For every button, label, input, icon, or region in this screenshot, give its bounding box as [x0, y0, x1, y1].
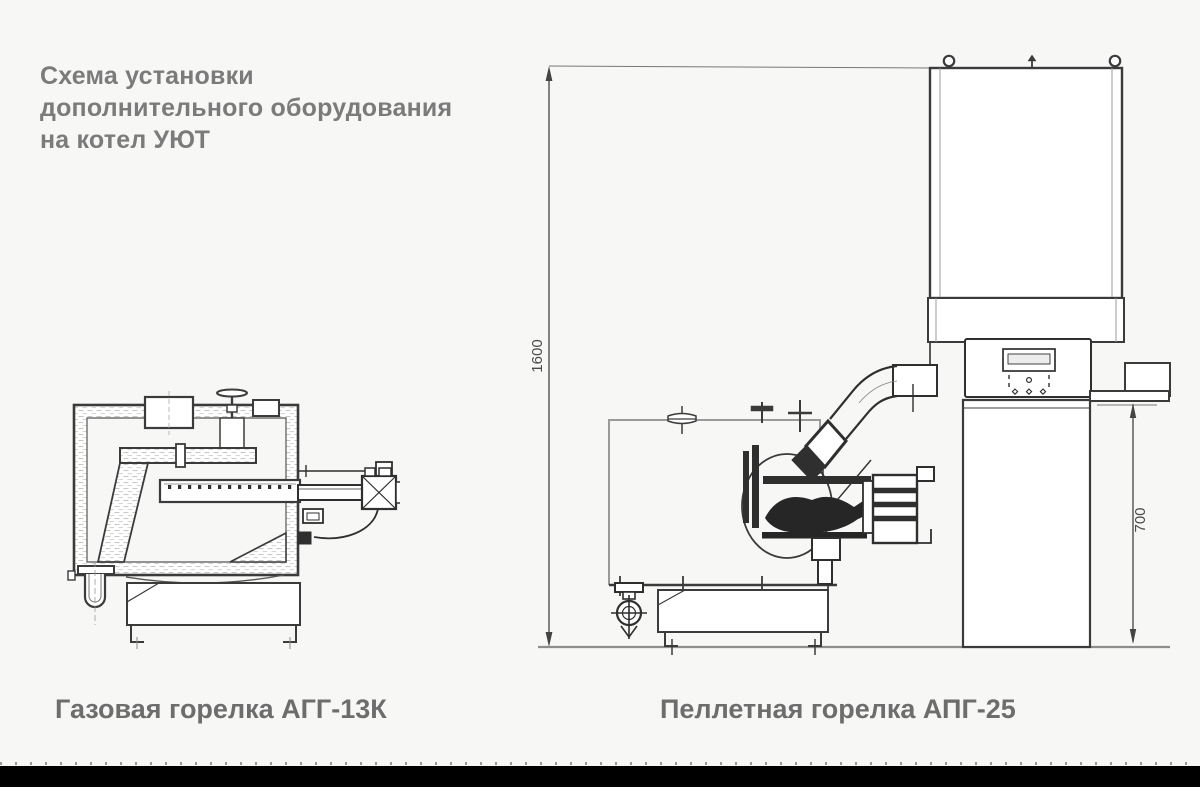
base-pedestal	[126, 575, 300, 649]
dimension-label-1600: 1600	[529, 339, 546, 373]
hopper-collar	[928, 298, 1124, 342]
pellet-flame	[765, 497, 867, 533]
pellet-burner-drawing	[525, 50, 1185, 665]
hopper-lid-cap	[944, 56, 954, 66]
top-fitting-box	[253, 400, 279, 416]
title-line-2: дополнительного оборудования	[40, 94, 453, 122]
pellet-hopper	[928, 55, 1124, 342]
boiler-top-fittings	[668, 400, 812, 434]
fan-assembly	[863, 467, 934, 543]
chimney-collar	[145, 391, 193, 435]
hopper-lid-cap	[1110, 56, 1120, 66]
gas-burner-caption: Газовая горелка АГГ-13К	[55, 694, 387, 724]
mounting-flange	[743, 451, 749, 523]
page-title	[40, 60, 452, 156]
drain-valve	[611, 583, 647, 639]
support-bracket	[1090, 363, 1170, 401]
control-panel	[965, 339, 1091, 397]
gas-valve-assembly	[298, 462, 400, 544]
title-line-3: на котел УЮТ	[40, 126, 211, 154]
burner-tube	[160, 480, 300, 502]
pedestal-column	[963, 400, 1090, 647]
boiler-base	[658, 590, 828, 655]
tick-marks-strip	[0, 762, 1200, 765]
footer-black-bar	[0, 766, 1200, 787]
title-line-1: Схема установки	[40, 62, 254, 90]
pellet-burner-figure	[525, 50, 1185, 665]
pellet-burner-caption: Пеллетная горелка АПГ-25	[660, 694, 1016, 724]
gas-boiler-drawing	[60, 385, 400, 670]
gas-burner-figure	[60, 385, 400, 670]
hopper-outlet	[893, 365, 937, 396]
dimension-label-700: 700	[1132, 507, 1149, 533]
drain-pipe	[78, 561, 114, 625]
feed-duct	[792, 342, 937, 481]
dimension-line-1600	[546, 66, 930, 647]
